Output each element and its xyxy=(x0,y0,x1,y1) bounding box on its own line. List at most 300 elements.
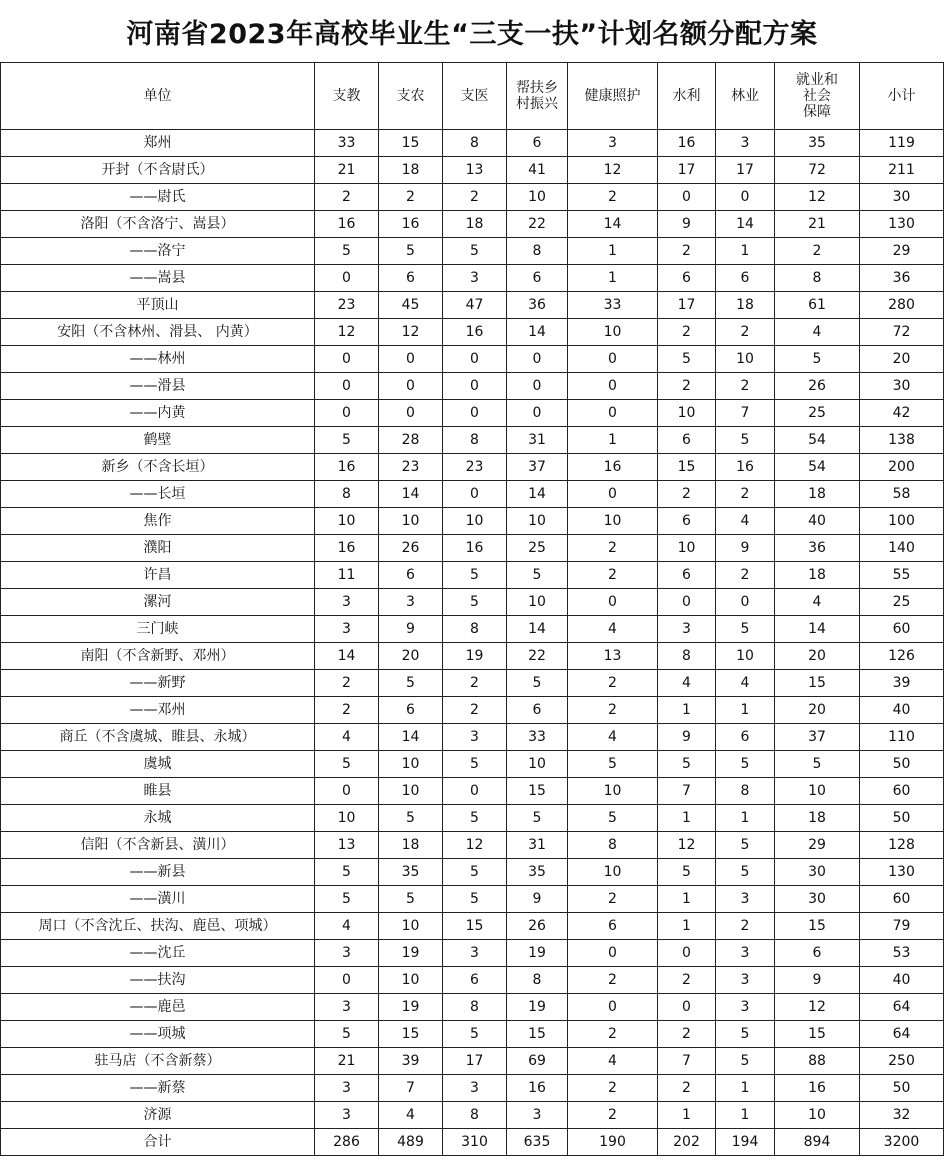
table-row xyxy=(1,157,944,184)
table-row xyxy=(1,1102,944,1129)
value-cell: 5 xyxy=(568,805,658,832)
value-cell: 29 xyxy=(860,238,944,265)
value-cell: 138 xyxy=(860,427,944,454)
value-cell: 1 xyxy=(716,238,775,265)
value-cell: 2 xyxy=(716,373,775,400)
value-cell: 2 xyxy=(658,1021,716,1048)
value-cell: 200 xyxy=(860,454,944,481)
value-cell: 5 xyxy=(507,670,568,697)
value-cell: 5 xyxy=(315,859,379,886)
unit-cell: 驻马店（不含新蔡） xyxy=(1,1048,315,1075)
value-cell: 15 xyxy=(443,913,507,940)
value-cell: 2 xyxy=(315,670,379,697)
value-cell: 15 xyxy=(775,913,860,940)
value-cell: 9 xyxy=(716,535,775,562)
value-cell: 21 xyxy=(315,1048,379,1075)
value-cell: 3 xyxy=(443,724,507,751)
value-cell: 15 xyxy=(775,670,860,697)
column-header-line: 社会 xyxy=(803,88,831,104)
value-cell: 42 xyxy=(860,400,944,427)
value-cell: 14 xyxy=(507,616,568,643)
value-cell: 14 xyxy=(507,319,568,346)
value-cell: 13 xyxy=(315,832,379,859)
value-cell: 6 xyxy=(716,724,775,751)
value-cell: 20 xyxy=(775,697,860,724)
table-row xyxy=(1,238,944,265)
value-cell: 64 xyxy=(860,994,944,1021)
value-cell: 55 xyxy=(860,562,944,589)
value-cell: 0 xyxy=(658,940,716,967)
unit-cell: 三门峡 xyxy=(1,616,315,643)
value-cell: 14 xyxy=(775,616,860,643)
unit-cell: 平顶山 xyxy=(1,292,315,319)
value-cell: 2 xyxy=(568,1021,658,1048)
value-cell: 37 xyxy=(775,724,860,751)
value-cell: 10 xyxy=(568,859,658,886)
column-header xyxy=(379,63,443,130)
value-cell: 72 xyxy=(860,319,944,346)
value-cell: 5 xyxy=(443,751,507,778)
value-cell: 16 xyxy=(315,535,379,562)
unit-cell: ——扶沟 xyxy=(1,967,315,994)
value-cell: 50 xyxy=(860,751,944,778)
value-cell: 13 xyxy=(568,643,658,670)
value-cell: 2 xyxy=(716,481,775,508)
value-cell: 25 xyxy=(507,535,568,562)
value-cell: 5 xyxy=(379,886,443,913)
value-cell: 11 xyxy=(315,562,379,589)
value-cell: 4 xyxy=(568,1048,658,1075)
value-cell: 16 xyxy=(315,211,379,238)
value-cell: 6 xyxy=(716,265,775,292)
value-cell: 36 xyxy=(860,265,944,292)
value-cell: 0 xyxy=(443,400,507,427)
value-cell: 3 xyxy=(315,589,379,616)
column-header-line: 水利 xyxy=(672,88,701,104)
value-cell: 21 xyxy=(775,211,860,238)
value-cell: 14 xyxy=(507,481,568,508)
value-cell: 1 xyxy=(568,238,658,265)
unit-cell: ——滑县 xyxy=(1,373,315,400)
value-cell: 194 xyxy=(716,1129,775,1156)
unit-cell: 漯河 xyxy=(1,589,315,616)
value-cell: 0 xyxy=(315,346,379,373)
value-cell: 23 xyxy=(379,454,443,481)
value-cell: 5 xyxy=(379,670,443,697)
value-cell: 0 xyxy=(379,373,443,400)
value-cell: 3 xyxy=(716,940,775,967)
table-row xyxy=(1,319,944,346)
value-cell: 130 xyxy=(860,211,944,238)
value-cell: 3 xyxy=(315,1102,379,1129)
value-cell: 17 xyxy=(658,157,716,184)
value-cell: 6 xyxy=(658,508,716,535)
value-cell: 12 xyxy=(775,994,860,1021)
value-cell: 2 xyxy=(443,697,507,724)
value-cell: 5 xyxy=(315,1021,379,1048)
value-cell: 4 xyxy=(379,1102,443,1129)
table-row xyxy=(1,697,944,724)
value-cell: 4 xyxy=(315,913,379,940)
value-cell: 60 xyxy=(860,886,944,913)
value-cell: 5 xyxy=(716,616,775,643)
value-cell: 18 xyxy=(716,292,775,319)
column-header-line: 帮扶乡 xyxy=(516,80,558,96)
value-cell: 30 xyxy=(860,184,944,211)
column-header-line: 林业 xyxy=(731,88,759,104)
value-cell: 35 xyxy=(379,859,443,886)
value-cell: 41 xyxy=(507,157,568,184)
value-cell: 15 xyxy=(507,1021,568,1048)
value-cell: 3 xyxy=(315,994,379,1021)
value-cell: 0 xyxy=(568,400,658,427)
value-cell: 12 xyxy=(379,319,443,346)
value-cell: 9 xyxy=(658,724,716,751)
value-cell: 0 xyxy=(315,373,379,400)
unit-cell: 许昌 xyxy=(1,562,315,589)
table-row xyxy=(1,994,944,1021)
value-cell: 5 xyxy=(315,427,379,454)
page-title: 河南省2023年高校毕业生“三支一扶”计划名额分配方案 xyxy=(126,18,818,50)
column-header xyxy=(443,63,507,130)
value-cell: 1 xyxy=(658,1102,716,1129)
value-cell: 5 xyxy=(716,1021,775,1048)
value-cell: 2 xyxy=(658,319,716,346)
unit-cell: 合计 xyxy=(1,1129,315,1156)
value-cell: 8 xyxy=(775,265,860,292)
value-cell: 1 xyxy=(716,697,775,724)
value-cell: 19 xyxy=(507,940,568,967)
value-cell: 10 xyxy=(379,967,443,994)
table-row xyxy=(1,1075,944,1102)
value-cell: 0 xyxy=(379,400,443,427)
unit-cell: 济源 xyxy=(1,1102,315,1129)
table-row xyxy=(1,481,944,508)
quota-table xyxy=(0,62,944,1156)
value-cell: 6 xyxy=(568,913,658,940)
table-row xyxy=(1,724,944,751)
value-cell: 3 xyxy=(443,265,507,292)
value-cell: 0 xyxy=(315,778,379,805)
table-row xyxy=(1,400,944,427)
value-cell: 12 xyxy=(443,832,507,859)
value-cell: 8 xyxy=(315,481,379,508)
value-cell: 18 xyxy=(775,562,860,589)
value-cell: 1 xyxy=(658,913,716,940)
value-cell: 2 xyxy=(443,184,507,211)
value-cell: 30 xyxy=(860,373,944,400)
value-cell: 6 xyxy=(658,427,716,454)
value-cell: 119 xyxy=(860,130,944,157)
unit-cell: ——新蔡 xyxy=(1,1075,315,1102)
value-cell: 5 xyxy=(568,751,658,778)
value-cell: 5 xyxy=(507,805,568,832)
table-row xyxy=(1,346,944,373)
value-cell: 2 xyxy=(315,184,379,211)
value-cell: 10 xyxy=(568,319,658,346)
column-header-line: 就业和 xyxy=(796,72,838,88)
column-header-line: 支教 xyxy=(332,88,361,104)
unit-cell: ——洛宁 xyxy=(1,238,315,265)
value-cell: 6 xyxy=(658,265,716,292)
value-cell: 17 xyxy=(443,1048,507,1075)
unit-cell: ——长垣 xyxy=(1,481,315,508)
value-cell: 3 xyxy=(716,994,775,1021)
value-cell: 36 xyxy=(507,292,568,319)
value-cell: 5 xyxy=(315,751,379,778)
value-cell: 0 xyxy=(658,589,716,616)
unit-cell: ——潢川 xyxy=(1,886,315,913)
value-cell: 2 xyxy=(658,967,716,994)
value-cell: 10 xyxy=(568,508,658,535)
value-cell: 2 xyxy=(775,238,860,265)
value-cell: 1 xyxy=(658,886,716,913)
value-cell: 33 xyxy=(568,292,658,319)
value-cell: 3 xyxy=(315,616,379,643)
column-header-line: 单位 xyxy=(143,88,172,104)
value-cell: 39 xyxy=(860,670,944,697)
value-cell: 72 xyxy=(775,157,860,184)
value-cell: 5 xyxy=(443,589,507,616)
value-cell: 0 xyxy=(568,994,658,1021)
value-cell: 8 xyxy=(443,1102,507,1129)
unit-cell: 永城 xyxy=(1,805,315,832)
value-cell: 5 xyxy=(658,751,716,778)
value-cell: 3 xyxy=(658,616,716,643)
table-row xyxy=(1,184,944,211)
value-cell: 10 xyxy=(507,589,568,616)
value-cell: 5 xyxy=(716,427,775,454)
value-cell: 10 xyxy=(507,184,568,211)
value-cell: 5 xyxy=(716,859,775,886)
value-cell: 10 xyxy=(443,508,507,535)
value-cell: 128 xyxy=(860,832,944,859)
value-cell: 3 xyxy=(379,589,443,616)
value-cell: 6 xyxy=(658,562,716,589)
value-cell: 2 xyxy=(568,184,658,211)
value-cell: 61 xyxy=(775,292,860,319)
table-row xyxy=(1,751,944,778)
value-cell: 140 xyxy=(860,535,944,562)
value-cell: 5 xyxy=(443,805,507,832)
value-cell: 39 xyxy=(379,1048,443,1075)
value-cell: 40 xyxy=(860,967,944,994)
value-cell: 10 xyxy=(315,508,379,535)
value-cell: 14 xyxy=(379,724,443,751)
value-cell: 635 xyxy=(507,1129,568,1156)
unit-cell: ——林州 xyxy=(1,346,315,373)
value-cell: 8 xyxy=(568,832,658,859)
value-cell: 0 xyxy=(716,184,775,211)
value-cell: 54 xyxy=(775,427,860,454)
value-cell: 25 xyxy=(860,589,944,616)
table-body xyxy=(1,130,944,1156)
table-row xyxy=(1,940,944,967)
value-cell: 10 xyxy=(379,751,443,778)
value-cell: 58 xyxy=(860,481,944,508)
value-cell: 18 xyxy=(379,157,443,184)
value-cell: 2 xyxy=(568,1075,658,1102)
table-row xyxy=(1,778,944,805)
value-cell: 5 xyxy=(775,751,860,778)
value-cell: 17 xyxy=(716,157,775,184)
unit-cell: 安阳（不含林州、滑县、 内黄） xyxy=(1,319,315,346)
unit-cell: ——邓州 xyxy=(1,697,315,724)
value-cell: 15 xyxy=(379,130,443,157)
value-cell: 26 xyxy=(775,373,860,400)
value-cell: 16 xyxy=(716,454,775,481)
value-cell: 6 xyxy=(379,697,443,724)
value-cell: 0 xyxy=(443,481,507,508)
value-cell: 18 xyxy=(379,832,443,859)
unit-cell: 南阳（不含新野、邓州） xyxy=(1,643,315,670)
value-cell: 110 xyxy=(860,724,944,751)
value-cell: 10 xyxy=(775,1102,860,1129)
value-cell: 20 xyxy=(860,346,944,373)
value-cell: 126 xyxy=(860,643,944,670)
value-cell: 35 xyxy=(507,859,568,886)
value-cell: 2 xyxy=(716,913,775,940)
value-cell: 1 xyxy=(568,265,658,292)
value-cell: 18 xyxy=(443,211,507,238)
value-cell: 10 xyxy=(658,400,716,427)
value-cell: 32 xyxy=(860,1102,944,1129)
value-cell: 4 xyxy=(716,508,775,535)
value-cell: 9 xyxy=(379,616,443,643)
value-cell: 10 xyxy=(775,778,860,805)
value-cell: 35 xyxy=(775,130,860,157)
total-row xyxy=(1,1129,944,1156)
value-cell: 19 xyxy=(379,940,443,967)
value-cell: 60 xyxy=(860,616,944,643)
value-cell: 2 xyxy=(568,670,658,697)
value-cell: 33 xyxy=(315,130,379,157)
value-cell: 5 xyxy=(443,562,507,589)
table-row xyxy=(1,130,944,157)
value-cell: 5 xyxy=(658,346,716,373)
value-cell: 8 xyxy=(658,643,716,670)
column-header-line: 支农 xyxy=(396,88,425,104)
value-cell: 6 xyxy=(507,265,568,292)
value-cell: 12 xyxy=(658,832,716,859)
column-header xyxy=(315,63,379,130)
value-cell: 54 xyxy=(775,454,860,481)
table-row xyxy=(1,643,944,670)
column-header-line: 小计 xyxy=(887,88,916,104)
value-cell: 2 xyxy=(716,319,775,346)
column-header xyxy=(507,63,568,130)
column-header xyxy=(658,63,716,130)
value-cell: 3 xyxy=(507,1102,568,1129)
value-cell: 4 xyxy=(658,670,716,697)
value-cell: 15 xyxy=(379,1021,443,1048)
value-cell: 211 xyxy=(860,157,944,184)
column-header xyxy=(775,63,860,130)
value-cell: 2 xyxy=(315,697,379,724)
table-row xyxy=(1,859,944,886)
value-cell: 25 xyxy=(775,400,860,427)
value-cell: 7 xyxy=(658,778,716,805)
value-cell: 0 xyxy=(507,373,568,400)
value-cell: 280 xyxy=(860,292,944,319)
value-cell: 53 xyxy=(860,940,944,967)
value-cell: 0 xyxy=(315,265,379,292)
value-cell: 7 xyxy=(379,1075,443,1102)
value-cell: 2 xyxy=(658,238,716,265)
value-cell: 7 xyxy=(716,400,775,427)
value-cell: 13 xyxy=(443,157,507,184)
value-cell: 0 xyxy=(568,373,658,400)
value-cell: 22 xyxy=(507,211,568,238)
table-row xyxy=(1,373,944,400)
value-cell: 6 xyxy=(507,697,568,724)
value-cell: 26 xyxy=(379,535,443,562)
value-cell: 30 xyxy=(775,859,860,886)
value-cell: 1 xyxy=(568,427,658,454)
column-header xyxy=(860,63,944,130)
value-cell: 8 xyxy=(507,238,568,265)
value-cell: 250 xyxy=(860,1048,944,1075)
value-cell: 45 xyxy=(379,292,443,319)
value-cell: 37 xyxy=(507,454,568,481)
value-cell: 16 xyxy=(568,454,658,481)
value-cell: 15 xyxy=(775,1021,860,1048)
table-row xyxy=(1,454,944,481)
value-cell: 40 xyxy=(775,508,860,535)
value-cell: 12 xyxy=(775,184,860,211)
value-cell: 130 xyxy=(860,859,944,886)
unit-cell: ——鹿邑 xyxy=(1,994,315,1021)
value-cell: 6 xyxy=(443,967,507,994)
value-cell: 50 xyxy=(860,1075,944,1102)
value-cell: 14 xyxy=(315,643,379,670)
value-cell: 0 xyxy=(507,346,568,373)
value-cell: 64 xyxy=(860,1021,944,1048)
table-row xyxy=(1,427,944,454)
value-cell: 23 xyxy=(315,292,379,319)
value-cell: 5 xyxy=(716,832,775,859)
unit-cell: 郑州 xyxy=(1,130,315,157)
value-cell: 2 xyxy=(568,886,658,913)
value-cell: 2 xyxy=(568,562,658,589)
value-cell: 5 xyxy=(716,1048,775,1075)
value-cell: 5 xyxy=(443,238,507,265)
value-cell: 5 xyxy=(443,1021,507,1048)
unit-cell: ——新县 xyxy=(1,859,315,886)
value-cell: 5 xyxy=(658,859,716,886)
value-cell: 1 xyxy=(658,805,716,832)
column-header xyxy=(568,63,658,130)
value-cell: 5 xyxy=(379,238,443,265)
value-cell: 3 xyxy=(443,1075,507,1102)
unit-cell: 鹤壁 xyxy=(1,427,315,454)
value-cell: 10 xyxy=(507,751,568,778)
value-cell: 16 xyxy=(315,454,379,481)
value-cell: 0 xyxy=(716,589,775,616)
value-cell: 10 xyxy=(379,913,443,940)
value-cell: 0 xyxy=(568,940,658,967)
value-cell: 40 xyxy=(860,697,944,724)
unit-cell: ——尉氏 xyxy=(1,184,315,211)
value-cell: 3200 xyxy=(860,1129,944,1156)
value-cell: 20 xyxy=(379,643,443,670)
table-row xyxy=(1,913,944,940)
unit-cell: ——项城 xyxy=(1,1021,315,1048)
value-cell: 286 xyxy=(315,1129,379,1156)
value-cell: 4 xyxy=(775,589,860,616)
unit-cell: 焦作 xyxy=(1,508,315,535)
value-cell: 8 xyxy=(443,427,507,454)
